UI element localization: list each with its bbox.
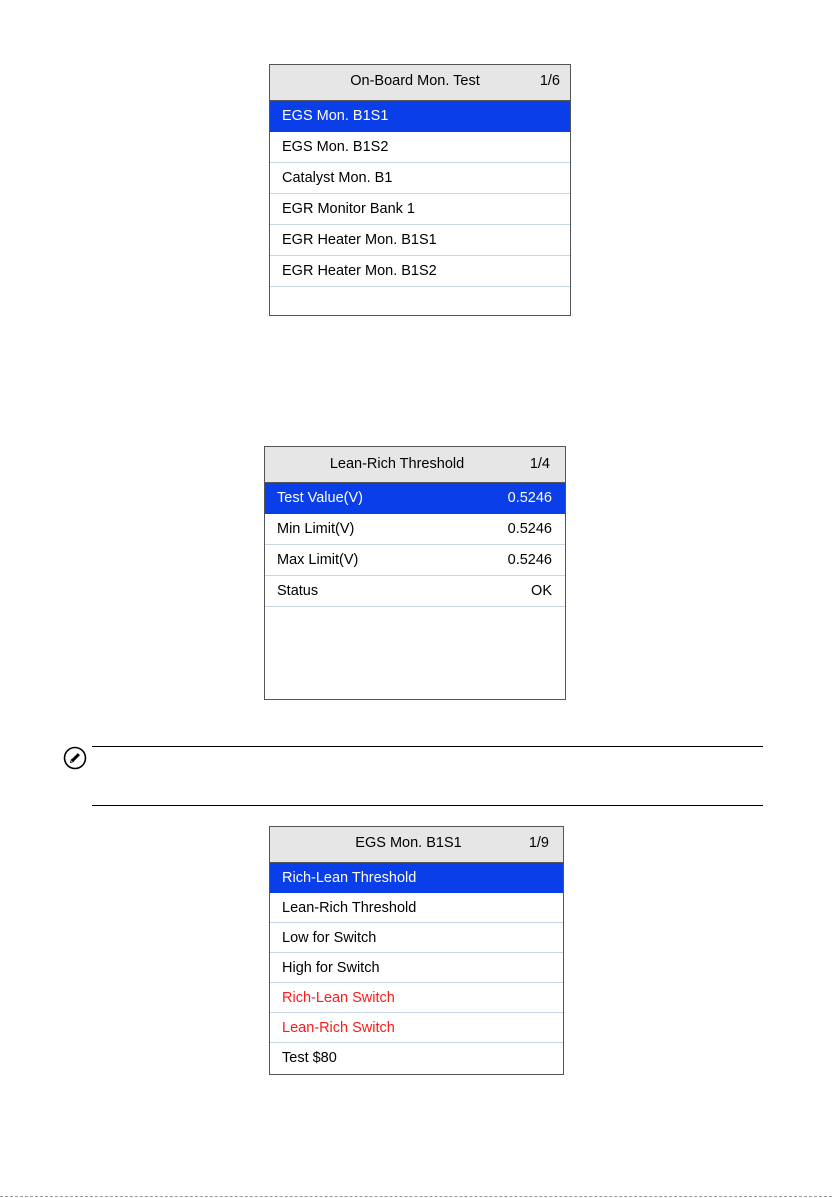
lean-rich-threshold-screen xyxy=(264,446,566,700)
data-row-max-limit[interactable] xyxy=(265,545,565,576)
menu-item-label: EGS Mon. B1S1 xyxy=(282,108,389,124)
menu-item-rich-lean-switch[interactable] xyxy=(270,983,563,1013)
menu-item-lean-rich-switch[interactable] xyxy=(270,1013,563,1043)
screen-title: EGS Mon. B1S1 xyxy=(355,835,462,851)
screen-header xyxy=(270,65,570,101)
menu-item-label: Test $80 xyxy=(282,1050,337,1066)
menu-item-catalyst-mon-b1[interactable] xyxy=(270,163,570,194)
menu-item-high-for-switch[interactable] xyxy=(270,953,563,983)
menu-item-egr-heater-mon-b1s2[interactable] xyxy=(270,256,570,287)
onboard-monitor-test-screen xyxy=(269,64,571,316)
row-label: Min Limit(V) xyxy=(277,521,355,537)
data-row-min-limit[interactable] xyxy=(265,514,565,545)
row-value: 0.5246 xyxy=(507,490,552,506)
menu-item-egs-mon-b1s1[interactable] xyxy=(270,101,570,132)
screen-header xyxy=(270,827,563,863)
data-row-status[interactable] xyxy=(265,576,565,607)
menu-item-label: EGS Mon. B1S2 xyxy=(282,139,389,155)
page-indicator: 1/4 xyxy=(529,456,550,472)
row-label: Max Limit(V) xyxy=(277,552,359,568)
menu-item-label: Low for Switch xyxy=(282,930,377,946)
menu-item-label: Catalyst Mon. B1 xyxy=(282,170,393,186)
pencil-icon xyxy=(63,746,87,770)
row-value: 0.5246 xyxy=(507,521,552,537)
menu-item-label: High for Switch xyxy=(282,960,380,976)
menu-item-egr-heater-mon-b1s1[interactable] xyxy=(270,225,570,256)
row-label: Status xyxy=(277,583,319,599)
menu-item-label: EGR Heater Mon. B1S2 xyxy=(282,263,437,279)
row-value: OK xyxy=(531,583,552,599)
menu-item-test-80[interactable] xyxy=(270,1043,563,1073)
screen-title: Lean-Rich Threshold xyxy=(329,456,465,472)
menu-item-label: Lean-Rich Threshold xyxy=(282,900,417,916)
data-row-test-value[interactable] xyxy=(265,483,565,514)
menu-item-label: EGR Monitor Bank 1 xyxy=(282,201,415,217)
menu-item-egs-mon-b1s2[interactable] xyxy=(270,132,570,163)
screen-title: On-Board Mon. Test xyxy=(350,73,480,89)
row-value: 0.5246 xyxy=(507,552,552,568)
page-footer-rule xyxy=(0,1196,832,1197)
menu-item-label: EGR Heater Mon. B1S1 xyxy=(282,232,437,248)
menu-item-label: Lean-Rich Switch xyxy=(282,1020,395,1036)
menu-item-lean-rich-threshold[interactable] xyxy=(270,893,563,923)
menu-item-low-for-switch[interactable] xyxy=(270,923,563,953)
page-indicator: 1/9 xyxy=(528,835,549,851)
egs-mon-b1s1-screen xyxy=(269,826,564,1075)
note-top-rule xyxy=(92,746,763,747)
note-bottom-rule xyxy=(92,805,763,806)
empty-row xyxy=(270,287,570,316)
page-indicator: 1/6 xyxy=(539,73,560,89)
menu-item-egr-monitor-bank-1[interactable] xyxy=(270,194,570,225)
menu-item-rich-lean-threshold[interactable] xyxy=(270,863,563,893)
row-label: Test Value(V) xyxy=(277,490,363,506)
screen-header xyxy=(265,447,565,483)
menu-item-label: Rich-Lean Threshold xyxy=(282,870,417,886)
menu-item-label: Rich-Lean Switch xyxy=(282,990,395,1006)
